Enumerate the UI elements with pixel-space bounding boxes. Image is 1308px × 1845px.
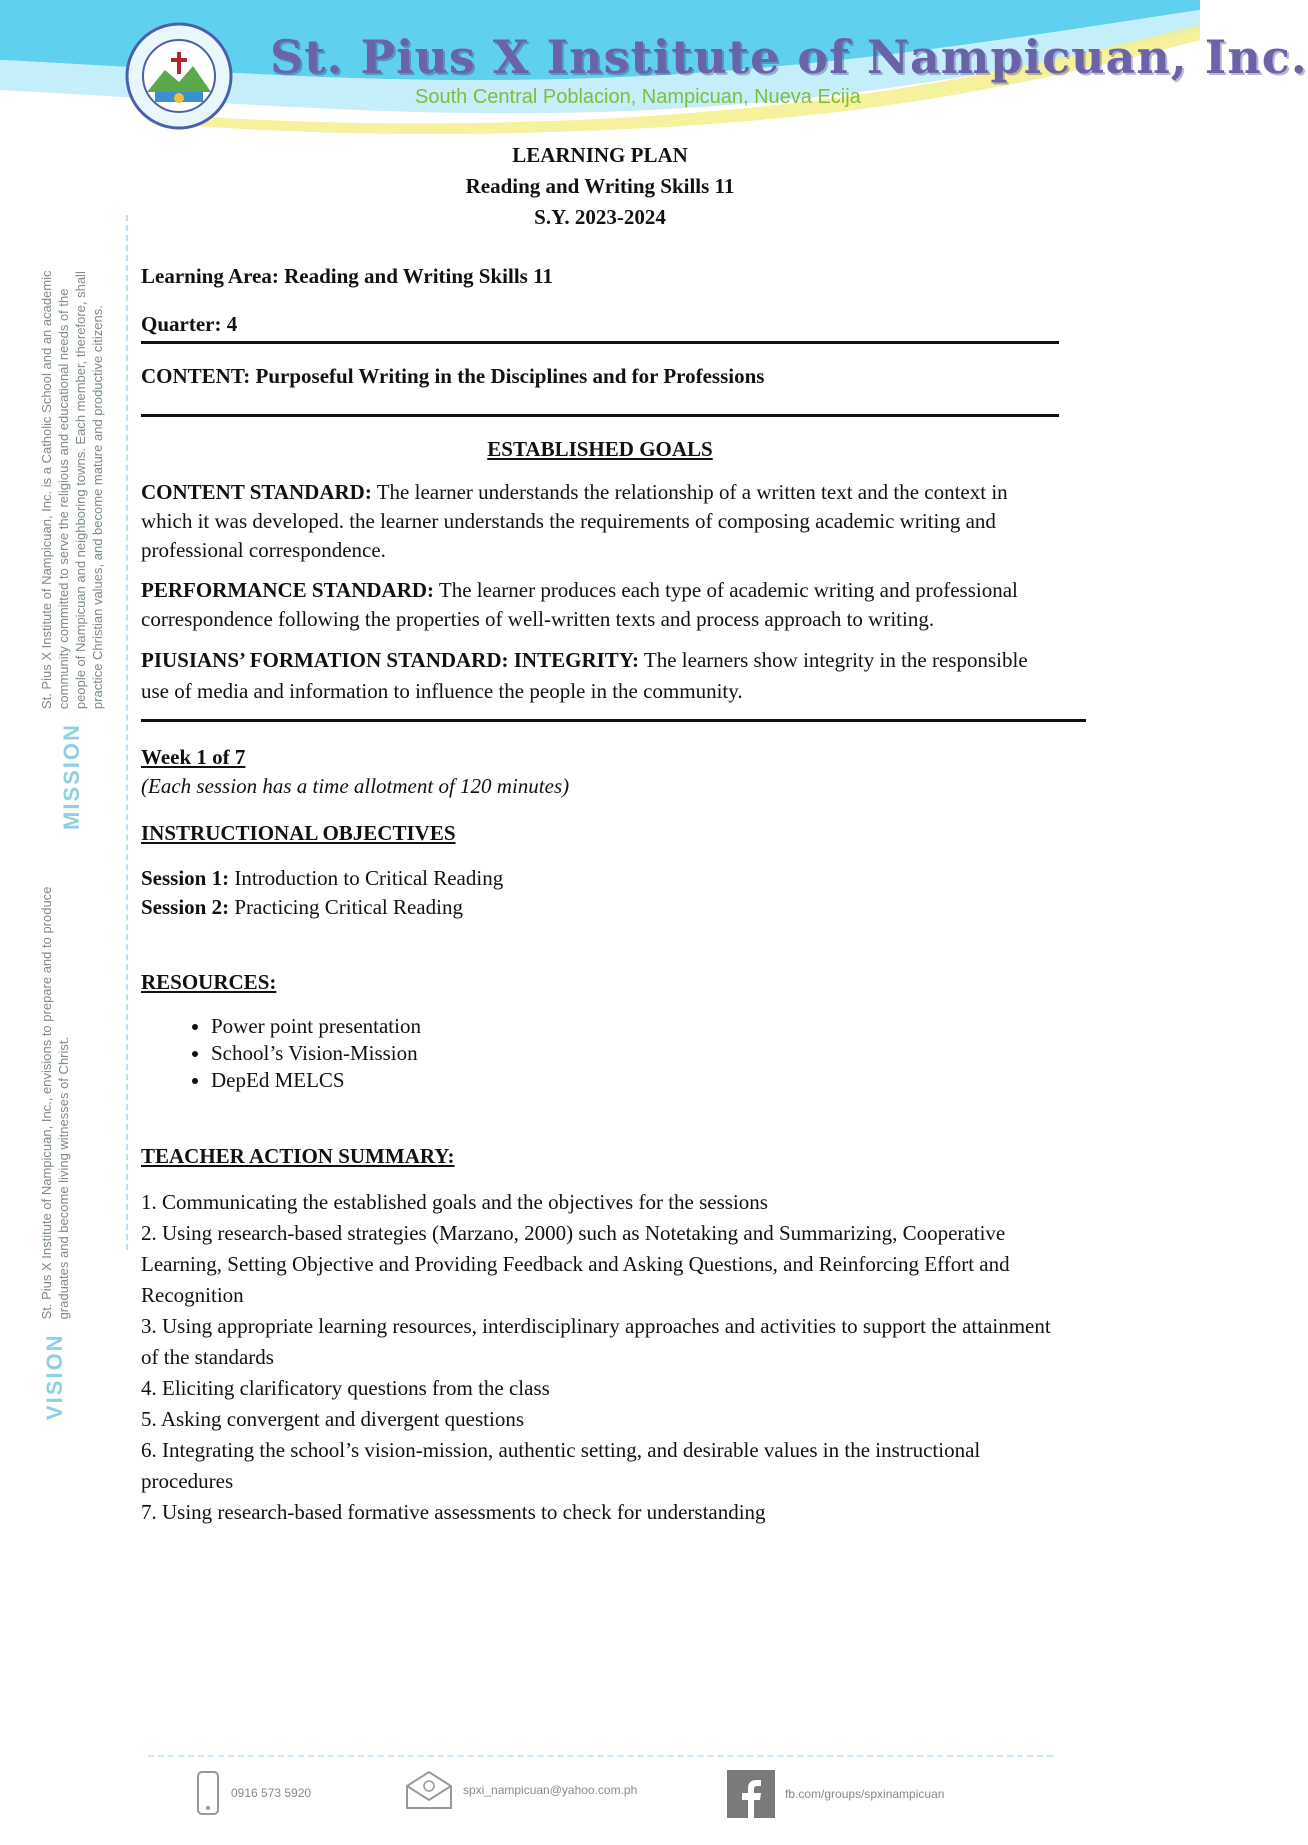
mission-text: St. Pius X Institute of Nampicuan, Inc. is a Catholic School and an academic community committed to serve the religious and educational needs of the people of Nampicuan and neighboring towns. Each member, therefore, shall practice Christian values, and become mature and productive citizens.	[39, 270, 105, 710]
objective-text: Practicing Critical Reading	[229, 895, 463, 919]
divider	[141, 414, 1059, 417]
resource-item: • DepEd MELCS	[211, 1067, 1059, 1094]
resources-list	[141, 1013, 1059, 1094]
footer-email[interactable]	[405, 1770, 637, 1810]
envelope-icon	[405, 1770, 453, 1810]
resource-item: • Power point presentation	[211, 1013, 1059, 1040]
school-address: South Central Poblacion, Nampicuan, Nueva Ecija	[415, 86, 861, 108]
week-note: (Each session has a time allotment of 120 minutes)	[141, 774, 570, 798]
resources-heading: RESOURCES:	[141, 970, 277, 994]
email-address[interactable]: spxi_nampicuan@yahoo.com.ph	[463, 1783, 638, 1797]
vision-block	[38, 880, 72, 1420]
phone-number: 0916 573 5920	[231, 1786, 312, 1800]
teacher-actions-list	[141, 1187, 1059, 1528]
school-name: St. Pius X Institute of Nampicuan, Inc.	[270, 30, 1308, 84]
divider	[141, 341, 1059, 344]
divider	[141, 719, 1086, 722]
mission-title: MISSION	[59, 723, 84, 830]
action-item: 2. Using research-based strategies (Marzano, 2000) such as Notetaking and Summarizing, Cooperative Learning, Setting Objective and Providing Feedback and Asking Questions, and Reinforcing Effort and Recognition	[141, 1221, 1010, 1307]
objective-item	[141, 893, 1059, 922]
document-title	[0, 140, 1200, 233]
action-item: 6. Integrating the school’s vision-mission, authentic setting, and desirable values in the instructional procedures	[141, 1438, 981, 1493]
mission-block	[38, 270, 106, 830]
footer-phone	[195, 1770, 311, 1816]
action-item: 5. Asking convergent and divergent questions	[141, 1407, 525, 1431]
facebook-icon	[727, 1770, 775, 1818]
action-item: 3. Using appropriate learning resources, interdisciplinary approaches and activities to support the attainment of the standards	[141, 1314, 1051, 1369]
established-goals-heading: ESTABLISHED GOALS	[487, 437, 713, 461]
formation-standard-label: PIUSIANS’ FORMATION STANDARD: INTEGRITY:	[141, 648, 640, 672]
footer-facebook[interactable]	[727, 1770, 944, 1818]
facebook-link[interactable]: fb.com/groups/spxinampicuan	[785, 1787, 945, 1801]
phone-icon	[195, 1770, 221, 1816]
performance-standard-label: PERFORMANCE STANDARD:	[141, 578, 435, 602]
vision-title: VISION	[42, 1333, 67, 1420]
performance-standard	[141, 576, 1059, 634]
content-standard-label: CONTENT STANDARD:	[141, 480, 372, 504]
school-logo	[125, 22, 233, 130]
performance-standard-text: The learner produces each type of academic writing and professional correspondence following the properties of well-written texts and process approach to writing.	[141, 578, 1018, 631]
teacher-actions-heading: TEACHER ACTION SUMMARY:	[141, 1144, 455, 1168]
content-standard	[141, 478, 1059, 565]
objective-label: Session 1:	[141, 866, 230, 890]
objectives-heading: INSTRUCTIONAL OBJECTIVES	[141, 821, 456, 845]
footer-divider	[148, 1755, 1053, 1757]
action-item: 4. Eliciting clarificatory questions from the class	[141, 1376, 550, 1400]
content-topic: CONTENT: Purposeful Writing in the Disciplines and for Professions	[141, 364, 765, 388]
main-content	[141, 262, 1059, 1528]
title-line-2: Reading and Writing Skills 11	[465, 174, 735, 198]
content-standard-text: The learner understands the relationship of a written text and the context in which it was developed. the learner understands the requirements of composing academic writing and professional correspondence.	[141, 480, 1008, 562]
week-label: Week 1 of 7	[141, 745, 246, 769]
action-item: 7. Using research-based formative assessments to check for understanding	[141, 1500, 766, 1524]
objective-item	[141, 864, 1059, 893]
resource-item: • School’s Vision-Mission	[211, 1040, 1059, 1067]
objective-label: Session 2:	[141, 895, 230, 919]
formation-standard-text: The learners show integrity in the responsible use of media and information to influence the people in the community.	[141, 648, 1028, 703]
learning-area: Learning Area: Reading and Writing Skills 11	[141, 264, 553, 288]
title-line-1: LEARNING PLAN	[512, 143, 688, 167]
sidebar-divider	[126, 215, 128, 1250]
action-item: 1. Communicating the established goals and the objectives for the sessions	[141, 1190, 768, 1214]
objective-text: Introduction to Critical Reading	[229, 866, 504, 890]
formation-standard	[141, 645, 1059, 707]
vision-text: St. Pius X Institute of Nampicuan, Inc., envisions to prepare and to produce graduates and become living witnesses of Christ.	[39, 886, 71, 1320]
quarter: Quarter: 4	[141, 312, 238, 336]
title-line-3: S.Y. 2023-2024	[534, 205, 666, 229]
